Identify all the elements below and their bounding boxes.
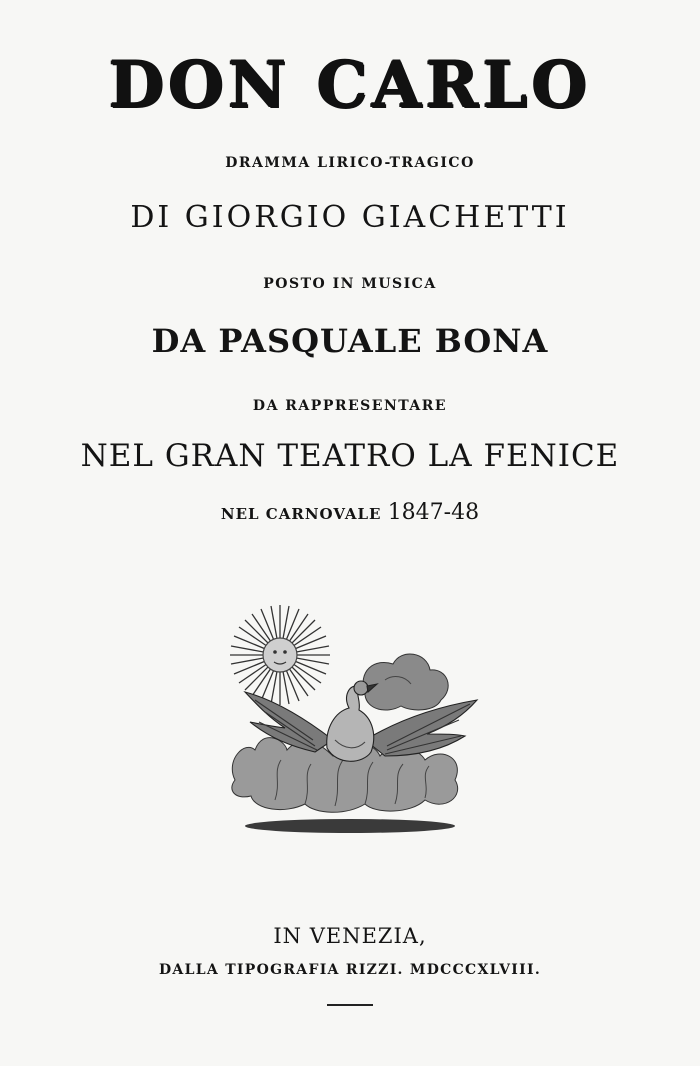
music-intro-line: POSTO IN MUSICA <box>263 276 437 292</box>
city-line: IN VENEZIA, <box>273 924 427 948</box>
printer-line: DALLA TIPOGRAFIA RIZZI. MDCCCXLVIII. <box>158 962 541 978</box>
season-line <box>0 500 700 525</box>
season-year: 1847-48 <box>387 500 480 525</box>
base-shadow-icon <box>245 819 455 833</box>
venue-line: NEL GRAN TEATRO LA FENICE <box>80 438 620 474</box>
closing-rule <box>327 1004 373 1006</box>
opera-title: DON CARLO <box>108 48 592 123</box>
librettist-line: DI GIORGIO GIACHETTI <box>130 200 570 235</box>
composer-line: DA PASQUALE BONA <box>151 322 549 360</box>
genre-line: DRAMMA LIRICO-TRAGICO <box>225 155 475 171</box>
phoenix-emblem-icon <box>215 600 490 840</box>
performance-intro-line: DA RAPPRESENTARE <box>252 398 448 414</box>
sun-icon <box>230 605 330 705</box>
season-label: NEL CARNOVALE <box>220 505 382 523</box>
smoke-cloud-icon <box>363 654 448 710</box>
